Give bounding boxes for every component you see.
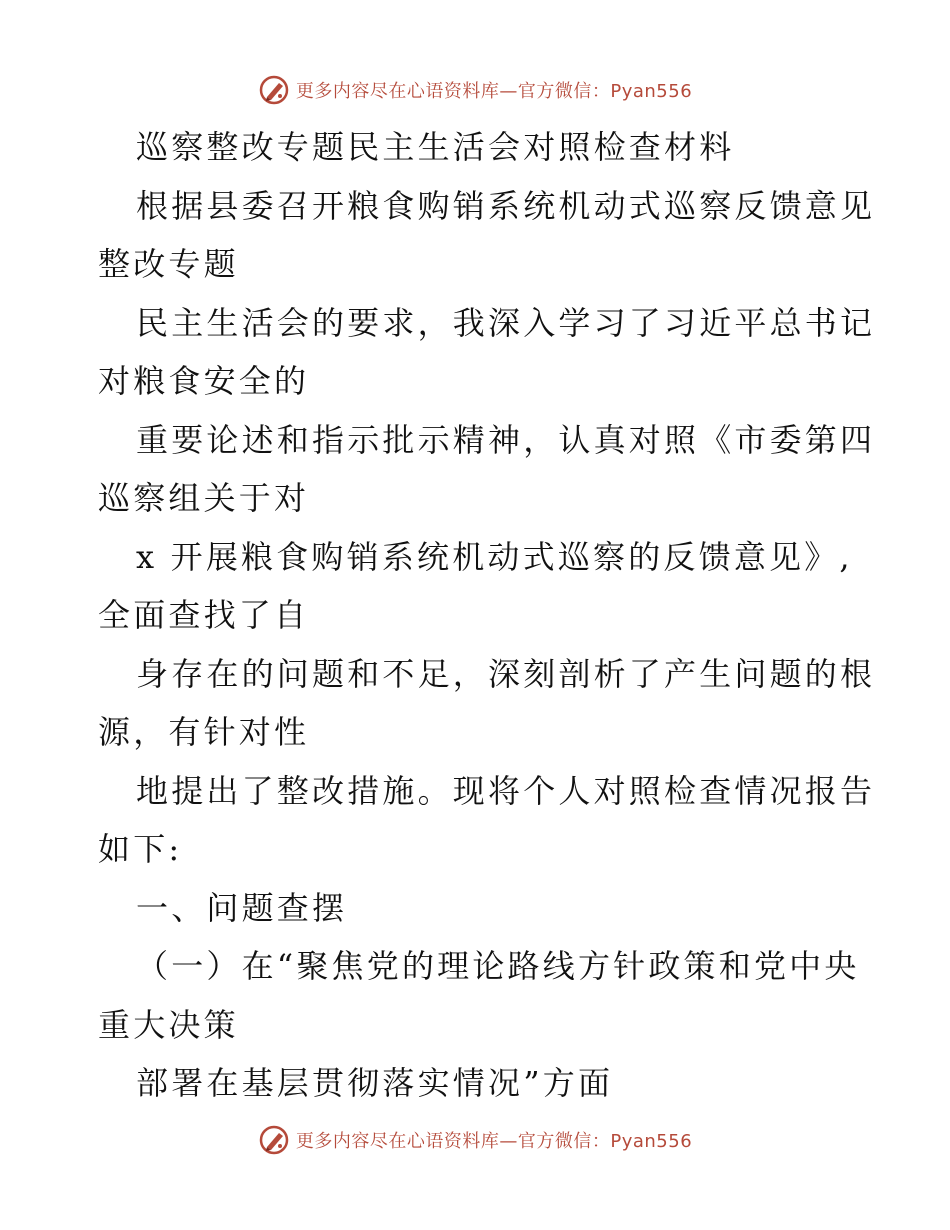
paragraph-line: 巡察整改专题民主生活会对照检查材料	[136, 128, 735, 166]
document-body	[98, 118, 876, 1113]
paragraph-line: 全面查找了自	[98, 596, 310, 634]
pen-logo-icon	[258, 74, 290, 106]
paragraph-line: 整改专题	[98, 245, 239, 283]
paragraph-line: 部署在基层贯彻落实情况”方面	[136, 1064, 614, 1102]
paragraph-line: 如下:	[98, 830, 183, 868]
header-banner-content	[258, 74, 692, 106]
footer-banner-content	[258, 1124, 692, 1156]
banner-text: 更多内容尽在心语资料库—官方微信：Pyan556	[295, 1131, 693, 1152]
paragraph-line: 重大决策	[98, 1005, 239, 1044]
paragraph-line: 对粮食安全的	[98, 362, 310, 400]
paragraph-line: 身存在的问题和不足，深刻剖析了产生问题的根	[136, 654, 876, 693]
paragraph-line: 地提出了整改措施。现将个人对照检查情况报告	[136, 771, 876, 810]
paragraph-line: 源，有针对性	[98, 713, 310, 751]
paragraph-line: 巡察组关于对	[98, 479, 310, 517]
pen-logo-icon	[258, 1124, 290, 1156]
paragraph-line: 民主生活会的要求，我深入学习了习近平总书记	[136, 303, 876, 342]
paragraph-line: x 开展粮食购销系统机动式巡察的反馈意见》,	[136, 537, 853, 576]
paragraph-line: 一、问题查摆	[136, 888, 348, 927]
paragraph-line: （一）在“聚焦党的理论路线方针政策和党中央	[136, 947, 860, 985]
header-banner	[0, 72, 950, 108]
paragraph-line: 根据县委召开粮食购销系统机动式巡察反馈意见	[136, 186, 876, 225]
banner-text: 更多内容尽在心语资料库—官方微信：Pyan556	[295, 81, 693, 102]
paragraph-line: 重要论述和指示批示精神，认真对照《市委第四	[136, 420, 876, 459]
footer-banner	[0, 1122, 950, 1158]
